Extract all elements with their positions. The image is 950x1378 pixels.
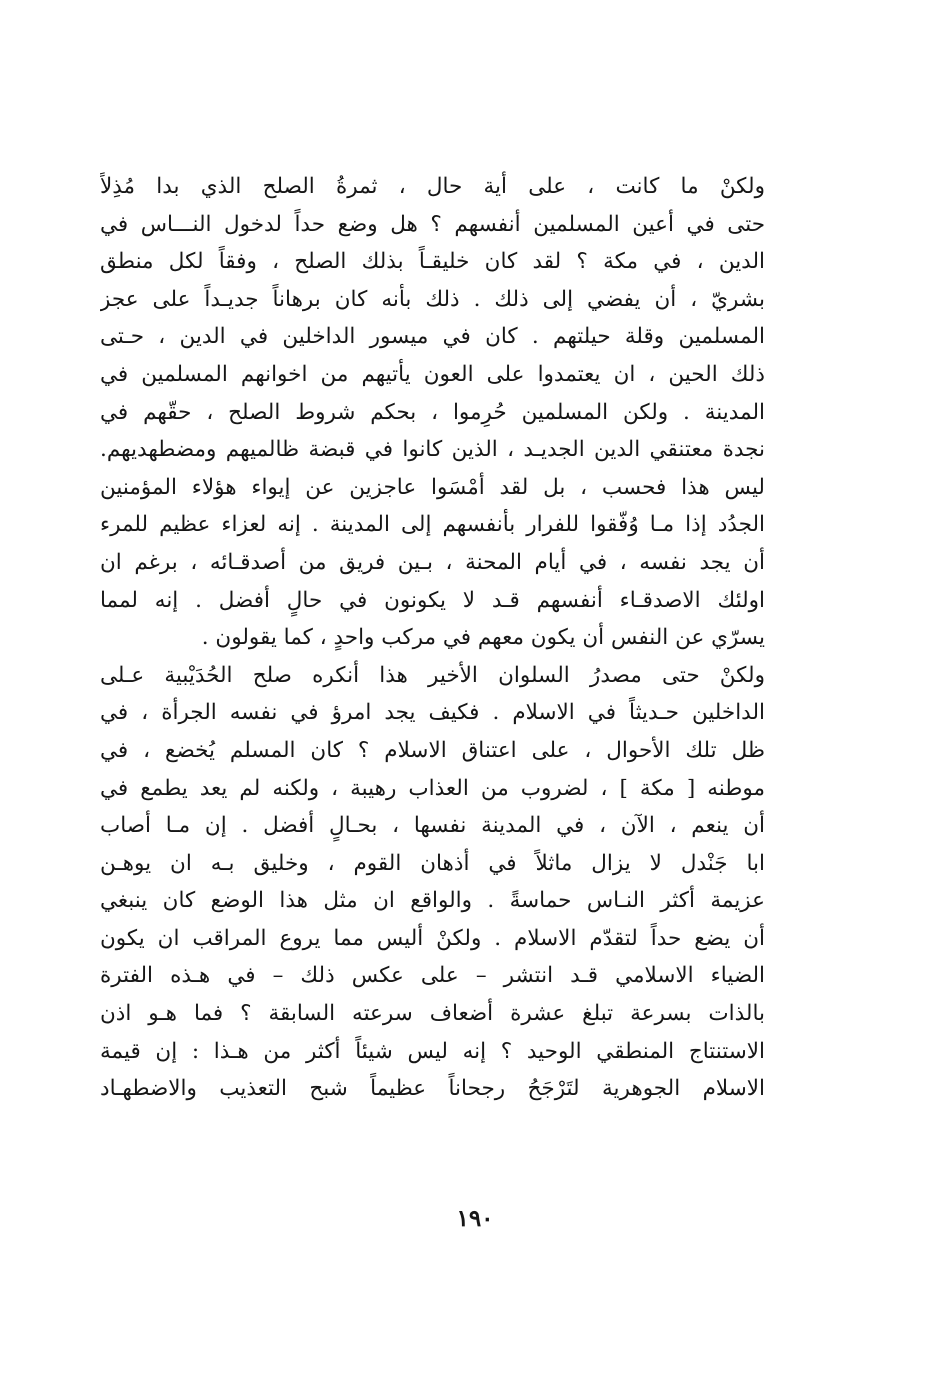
text-line: أن ينعم ، الآن ، في المدينة نفسها ، بحـالٍ أفضل . إن مـا أصاب <box>100 813 765 839</box>
text-line: ليس هذا فحسب ، بل لقد أمْسَوا عاجزين عن إيواء هؤلاء المؤمنين <box>100 474 765 500</box>
text-line: ذلك الحين ، ان يعتمدوا على العون يأتيهم من اخوانهم المسلمين في <box>100 361 765 387</box>
text-line: موطنه [ مكة ] ، لضروب من العذاب رهيبة ، ولكنه لم يعد يطمع في <box>100 775 765 801</box>
text-line: عزيمة أكثر النـاس حماسةً . والواقع ان مثل هذا الوضع كان ينبغي <box>100 888 765 914</box>
text-line: بالذات بسرعة تبلغ عشرة أضعاف سرعته السابقة ؟ فما هـو اذن <box>100 1001 765 1027</box>
text-line: بشريّ ، أن يفضي إلى ذلك . ذلك بأنه كان برهاناً جديـداً على عجز <box>100 286 765 312</box>
text-line: ولكنْ حتى مصدرُ السلوان الأخير هذا أنكره صلح الحُدَيْبية عـلى <box>100 662 765 688</box>
body-text <box>100 168 765 1108</box>
text-line: الدين ، في مكة ؟ لقد كان خليقـاً بذلك الصلح ، وفقاً لكل منطق <box>100 249 765 275</box>
text-line: الداخلين حـديثاً في الاسلام . فكيف يجد امرؤ في نفسه الجرأة ، في <box>100 700 765 726</box>
text-line: أن يجد نفسه ، في أيام المحنة ، بـين فريق من أصدقـائه ، برغم ان <box>100 549 765 575</box>
text-line: اولئك الاصدقـاء أنفسهم قـد لا يكونون في حالٍ أفضل . إنه لمما <box>100 587 765 613</box>
text-line: الاستنتاج المنطقي الوحيد ؟ إنه ليس شيئاً أكثر من هـذا : إن قيمة <box>100 1038 765 1064</box>
text-line: ولكنْ ما كانت ، على أية حال ، ثمرةُ الصلح الذي بدا مُذِلاً <box>100 174 765 199</box>
text-line: حتى في أعين المسلمين أنفسهم ؟ هل وضع حداً لدخول النـــاس في <box>100 211 765 237</box>
text-line: ابا جَنْدل لا يزال ماثلاً في أذهان القوم ، وخليق بـه ان يوهـن <box>100 850 765 876</box>
text-line: ظل تلك الأحوال ، على اعتناق الاسلام ؟ كان المسلم يُخضع ، في <box>100 737 765 763</box>
text-line: المسلمين وقلة حيلتهم . كان في ميسور الداخلين في الدين ، حـتى <box>100 324 765 350</box>
text-line: يسرّي عن النفس أن يكون معهم في مركب واحدٍ ، كما يقولون . <box>201 625 765 651</box>
page-number: ١٩٠ <box>456 1205 494 1232</box>
text-line: نجدة معتنقي الدين الجديـد ، الذين كانوا في قبضة ظالميهم ومضطهديهم. <box>100 437 765 463</box>
text-line: الاسلام الجوهرية لتَرْجَحُ رجحاناً عظيماً شبح التعذيب والاضطهـاد <box>100 1076 765 1102</box>
text-line: أن يضع حداً لتقدّم الاسلام . ولكنْ أليس مما يروع المراقب ان يكون <box>100 925 765 951</box>
text-line: الجدُد إذا مـا وُفّقوا للفرار بأنفسهم إلى المدينة . إنه لعزاء عظيم للمرء <box>100 512 765 538</box>
text-line: الضياء الاسلامي قـد انتشر – على عكس ذلك – في هـذه الفترة <box>100 963 765 989</box>
text-line: المدينة . ولكن المسلمين حُرِموا ، بحكم شروط الصلح ، حقّهم في <box>100 399 765 425</box>
